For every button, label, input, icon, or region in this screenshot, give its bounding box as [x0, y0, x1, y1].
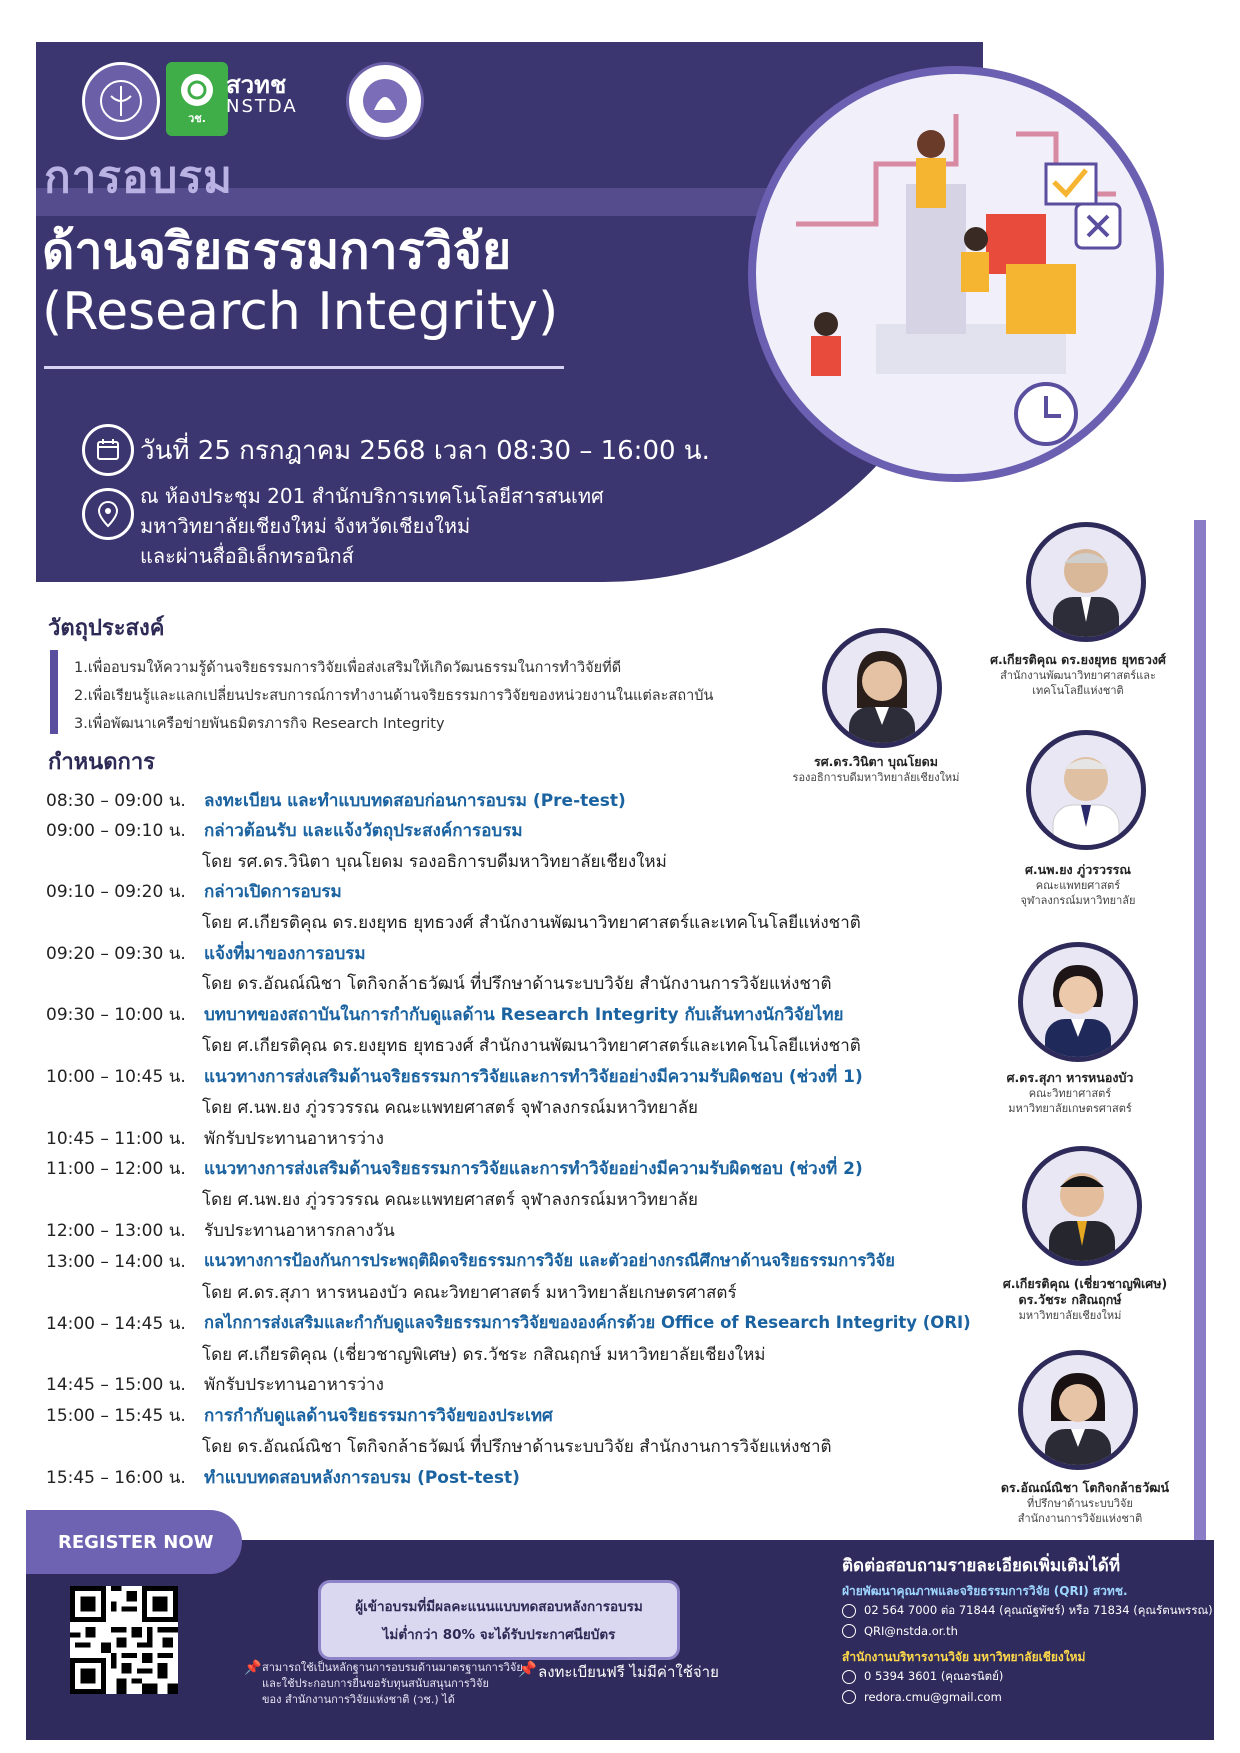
objective-1: 1.เพื่ออบรมให้ความรู้ด้านจริยธรรมการวิจัยเพื่อส่งเสริมให้เกิดวัฒนธรรมในการทำวิจัยที่ดี [74, 660, 622, 676]
note-line-2: และใช้ประกอบการยื่นขอรับทุนสนับสนุนการวิจัย [262, 1677, 489, 1690]
schedule-speaker: โดย ดร.อัณณ์ณิชา โตกิจกล้าธวัฒน์ ที่ปรึกษาด้านระบบวิจัย สำนักงานการวิจัยแห่งชาติ [202, 1437, 832, 1457]
speaker-name: ดร.อัณณ์ณิชา โตกิจกล้าธวัฒน์ [1000, 1480, 1170, 1495]
objectives-bar [50, 650, 58, 734]
certificate-notice [318, 1580, 680, 1660]
title-research-ethics: ด้านจริยธรรมการวิจัย [42, 222, 512, 280]
schedule-topic: รับประทานอาหารกลางวัน [204, 1221, 395, 1241]
schedule-speaker: โดย ศ.นพ.ยง ภู่วรวรรณ คณะแพทยศาสตร์ จุฬาลงกรณ์มหาวิทยาลัย [202, 1190, 699, 1210]
schedule-speaker: โดย ศ.เกียรติคุณ ดร.ยงยุทธ ยุทธวงศ์ สำนักงานพัฒนาวิทยาศาสตร์และเทคโนโลยีแห่งชาติ [202, 913, 861, 933]
speaker-photo [1026, 730, 1146, 850]
speaker-photo [822, 628, 942, 748]
schedule-speaker: โดย ดร.อัณณ์ณิชา โตกิจกล้าธวัฒน์ ที่ปรึกษาด้านระบบวิจัย สำนักงานการวิจัยแห่งชาติ [202, 974, 832, 994]
schedule-time: 09:20 – 09:30 น. [46, 944, 186, 964]
speaker-name: ศ.เกียรติคุณ (เชี่ยวชาญพิเศษ) [1002, 1276, 1168, 1291]
contact-email-1[interactable] [842, 1624, 958, 1638]
schedule-topic: แจ้งที่มาของการอบรม [204, 944, 366, 964]
speaker-name: ศ.ดร.สุภา หารหนองบัว [1006, 1070, 1134, 1085]
schedule-topic: พักรับประทานอาหารว่าง [204, 1129, 384, 1149]
speaker-affiliation: คณะแพทยศาสตร์ [1035, 879, 1121, 892]
schedule-topic: กล่าวต้อนรับ และแจ้งวัตถุประสงค์การอบรม [204, 821, 523, 841]
schedule-time: 08:30 – 09:00 น. [46, 791, 186, 811]
phone-2-text: 0 5394 3601 (คุณอรนิตย์) [864, 1669, 1004, 1683]
speaker-photo [1018, 1350, 1138, 1470]
register-now-button[interactable]: REGISTER NOW [26, 1510, 242, 1574]
schedule-speaker: โดย ศ.เกียรติคุณ (เชี่ยวชาญพิเศษ) ดร.วัชระ กสิณฤกษ์ มหาวิทยาลัยเชียงใหม่ [202, 1345, 766, 1365]
schedule-speaker: โดย ศ.ดร.สุภา หารหนองบัว คณะวิทยาศาสตร์ มหาวิทยาลัยเกษตรศาสตร์ [202, 1283, 737, 1303]
speaker-photo [1026, 522, 1146, 642]
speaker-affiliation: เทคโนโลยีแห่งชาติ [1032, 684, 1124, 697]
venue-line-2: มหาวิทยาลัยเชียงใหม่ จังหวัดเชียงใหม่ [140, 514, 471, 538]
contact-phone-1[interactable] [842, 1602, 1213, 1620]
schedule-title: กำหนดการ [48, 750, 155, 775]
logo-nstda [226, 71, 298, 118]
email-icon [842, 1624, 856, 1638]
schedule-time: 12:00 – 13:00 น. [46, 1221, 186, 1241]
email-icon [842, 1690, 856, 1704]
schedule-time: 09:30 – 10:00 น. [46, 1005, 186, 1025]
schedule-topic: การกำกับดูแลด้านจริยธรรมการวิจัยของประเทศ [204, 1406, 553, 1426]
schedule-time: 15:45 – 16:00 น. [46, 1468, 186, 1488]
pin-icon: 📌 [518, 1660, 537, 1678]
logo-nrct [166, 62, 228, 136]
venue-line-3: และผ่านสื่ออิเล็กทรอนิกส์ [140, 544, 354, 568]
location-pin-icon [82, 488, 134, 540]
schedule-time: 15:00 – 15:45 น. [46, 1406, 186, 1426]
pin-icon: 📌 [244, 1660, 262, 1676]
contact-phone-2[interactable] [842, 1668, 1003, 1686]
title-training: การอบรม [44, 152, 233, 203]
schedule-topic: กลไกการส่งเสริมและกำกับดูแลจริยธรรมการวิจัยขององค์กรด้วย Office of Research Integrity (ORI) [204, 1313, 971, 1332]
logo-nstda-en: NSTDA [226, 96, 298, 117]
objectives-title: วัตถุประสงค์ [48, 616, 165, 641]
venue-line-1: ณ ห้องประชุม 201 สำนักบริการเทคโนโลยีสารสนเทศ [140, 484, 604, 508]
objective-2: 2.เพื่อเรียนรู้และแลกเปลี่ยนประสบการณ์การทำงานด้านจริยธรรมการวิจัยของหน่วยงานในแต่ละสถาบัน [74, 688, 714, 704]
schedule-time: 11:00 – 12:00 น. [46, 1159, 186, 1179]
header-divider [44, 366, 564, 369]
schedule-time: 09:00 – 09:10 น. [46, 821, 186, 841]
logo-nstda-thai: สวทช [226, 71, 287, 99]
contact-org-cmu: สำนักงานบริหารงานวิจัย มหาวิทยาลัยเชียงใหม่ [842, 1650, 1086, 1664]
schedule-topic: แนวทางการป้องกันการประพฤติผิดจริยธรรมการวิจัย และตัวอย่างกรณีศึกษาด้านจริยธรรมการวิจัย [204, 1251, 895, 1270]
objective-3: 3.เพื่อพัฒนาเครือข่ายพันธมิตรภารกิจ Research Integrity [74, 716, 445, 732]
contact-org-nstda: ฝ่ายพัฒนาคุณภาพและจริยธรรมการวิจัย (QRI) สวทช. [842, 1584, 1128, 1598]
schedule-time: 10:00 – 10:45 น. [46, 1067, 186, 1087]
schedule-topic: แนวทางการส่งเสริมด้านจริยธรรมการวิจัยและการทำวิจัยอย่างมีความรับผิดชอบ (ช่วงที่ 2) [204, 1159, 863, 1179]
phone-icon [842, 1604, 856, 1618]
free-registration-text: ลงทะเบียนฟรี ไม่มีค่าใช้จ่าย [538, 1663, 719, 1681]
schedule-time: 10:45 – 11:00 น. [46, 1129, 186, 1149]
speaker-affiliation: คณะวิทยาศาสตร์ [1028, 1087, 1112, 1100]
phone-icon [842, 1670, 856, 1684]
speaker-photo [1022, 1146, 1142, 1266]
notice-line-2: ไม่ต่ำกว่า 80% จะได้รับประกาศนียบัตร [382, 1627, 616, 1643]
title-research-integrity: (Research Integrity) [42, 282, 559, 342]
logo-university [82, 62, 160, 140]
schedule-topic: พักรับประทานอาหารว่าง [204, 1375, 384, 1395]
contact-title: ติดต่อสอบถามรายละเอียดเพิ่มเติมได้ที่ [842, 1556, 1121, 1576]
schedule-topic: ทำแบบทดสอบหลังการอบรม (Post-test) [204, 1468, 520, 1488]
logo-nrct-text: วช. [188, 112, 206, 125]
illustration-research-team [748, 66, 1164, 482]
speaker-affiliation: สำนักงานพัฒนาวิทยาศาสตร์และ [1000, 669, 1156, 682]
contact-email-2[interactable] [842, 1690, 1002, 1704]
schedule-topic: ลงทะเบียน และทำแบบทดสอบก่อนการอบรม (Pre-test) [204, 791, 626, 811]
schedule-speaker: โดย ศ.นพ.ยง ภู่วรวรรณ คณะแพทยศาสตร์ จุฬาลงกรณ์มหาวิทยาลัย [202, 1098, 699, 1118]
schedule-speaker: โดย ศ.เกียรติคุณ ดร.ยงยุทธ ยุทธวงศ์ สำนักงานพัฒนาวิทยาศาสตร์และเทคโนโลยีแห่งชาติ [202, 1036, 861, 1056]
notice-line-1: ผู้เข้าอบรมที่มีผลคะแนนแบบทดสอบหลังการอบรม [355, 1599, 643, 1615]
speaker-name: ศ.นพ.ยง ภู่วรวรรณ [1024, 862, 1131, 877]
schedule-time: 09:10 – 09:20 น. [46, 882, 186, 902]
email-2-text: redora.cmu@gmail.com [864, 1690, 1002, 1704]
schedule-topic: บทบาทของสถาบันในการกำกับดูแลด้าน Research Integrity กับเส้นทางนักวิจัยไทย [204, 1005, 844, 1025]
schedule-time: 14:00 – 14:45 น. [46, 1314, 186, 1334]
qr-code[interactable] [70, 1586, 178, 1694]
phone-1-text: 02 564 7000 ต่อ 71844 (คุณณัฐพัชร์) หรือ 71834 (คุณรัตนพรรณ) [864, 1603, 1213, 1617]
schedule-topic: กล่าวเปิดการอบรม [204, 882, 342, 902]
email-1-text: QRI@nstda.or.th [864, 1624, 958, 1638]
schedule-time: 13:00 – 14:00 น. [46, 1252, 186, 1272]
schedule-speaker: โดย รศ.ดร.วินิตา บุณโยดม รองอธิการบดีมหาวิทยาลัยเชียงใหม่ [202, 852, 667, 872]
speaker-name: รศ.ดร.วินิตา บุณโยดม [814, 754, 938, 769]
speaker-affiliation: มหาวิทยาลัยเกษตรศาสตร์ [1008, 1102, 1132, 1115]
event-date: วันที่ 25 กรกฎาคม 2568 เวลา 08:30 – 16:00 น. [140, 436, 710, 466]
speaker-affiliation: จุฬาลงกรณ์มหาวิทยาลัย [1020, 894, 1136, 907]
speaker-photo [1018, 942, 1138, 1062]
schedule-topic: แนวทางการส่งเสริมด้านจริยธรรมการวิจัยและการทำวิจัยอย่างมีความรับผิดชอบ (ช่วงที่ 1) [204, 1067, 863, 1087]
speaker-affiliation: รองอธิการบดีมหาวิทยาลัยเชียงใหม่ [792, 771, 960, 784]
speaker-affiliation: มหาวิทยาลัยเชียงใหม่ [1018, 1309, 1122, 1322]
logo-cmu [346, 62, 424, 140]
speaker-affiliation: ที่ปรึกษาด้านระบบวิจัย [1027, 1497, 1133, 1510]
speaker-name-line-2: ดร.วัชระ กสิณฤกษ์ [1018, 1292, 1122, 1307]
schedule-time: 14:45 – 15:00 น. [46, 1375, 186, 1395]
speaker-name: ศ.เกียรติคุณ ดร.ยงยุทธ ยุทธวงศ์ [990, 652, 1166, 667]
calendar-icon [82, 424, 134, 476]
speaker-affiliation: สำนักงานการวิจัยแห่งชาติ [1017, 1512, 1143, 1525]
note-line-1: สามารถใช้เป็นหลักฐานการอบรมด้านมาตรฐานการวิจัย [262, 1661, 523, 1674]
note-line-3: ของ สำนักงานการวิจัยแห่งชาติ (วช.) ได้ [262, 1693, 455, 1706]
right-accent-stripe [1194, 520, 1206, 1540]
